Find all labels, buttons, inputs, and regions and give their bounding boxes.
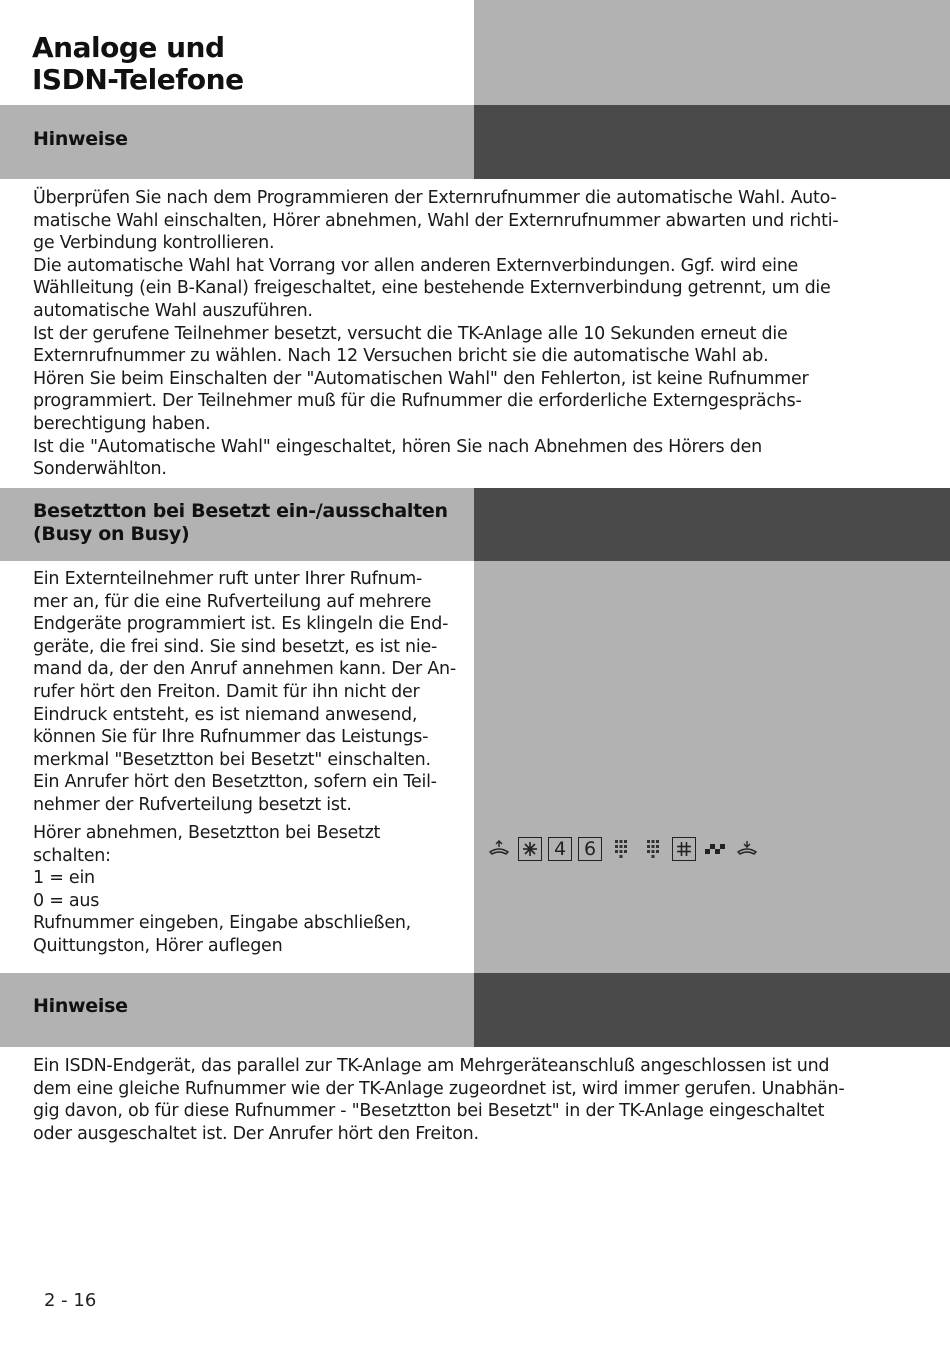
hash-key <box>672 837 696 861</box>
key-sequence <box>486 834 760 864</box>
body-line: nehmer der Rufverteilung besetzt ist. <box>33 794 352 815</box>
body-line: gig davon, ob für diese Rufnummer - "Besetztton bei Besetzt" in der TK-Anlage eingeschaltet <box>33 1101 825 1122</box>
page-title <box>32 32 452 96</box>
body-line: Endgeräte programmiert ist. Es klingeln die End- <box>33 614 449 635</box>
body-line: Ein ISDN-Endgerät, das parallel zur TK-Anlage am Mehrgeräteanschluß angeschlossen ist und <box>33 1056 830 1076</box>
section1-header-dark-panel <box>474 105 950 179</box>
step-line: Rufnummer eingeben, Eingabe abschließen, <box>33 913 411 934</box>
handset-hangup-icon <box>734 836 760 862</box>
body-line: dem eine gleiche Rufnummer wie der TK-Anlage zugeordnet ist, wird immer gerufen. Unabhän- <box>33 1078 845 1099</box>
body-line: Ein Anrufer hört den Besetztton, sofern ein Teil- <box>33 772 437 793</box>
body-line: Wählleitung (ein B-Kanal) freigeschaltet, eine bestehende Externverbindung getrennt, um die <box>33 278 831 299</box>
body-line: berechtigung haben. <box>33 413 211 434</box>
body-line: Sonderwählton. <box>33 459 167 480</box>
keypad-icon <box>608 836 634 862</box>
body-line: mand da, der den Anruf annehmen kann. Der An- <box>33 659 456 680</box>
body-line: merkmal "Besetztton bei Besetzt" einschalten. <box>33 749 431 770</box>
body-line: Ein Externteilnehmer ruft unter Ihrer Rufnum- <box>33 569 423 589</box>
section3-body <box>33 1055 844 1145</box>
digit-key-6: 6 <box>578 837 602 861</box>
section3-heading: Hinweise <box>33 995 128 1017</box>
section2-intro <box>33 568 456 817</box>
body-line: automatische Wahl auszuführen. <box>33 300 313 321</box>
digit-key-4: 4 <box>548 837 572 861</box>
step-line: Hörer abnehmen, Besetztton bei Besetzt <box>33 823 381 843</box>
confirm-tone-icon <box>702 836 728 862</box>
body-line: oder ausgeschaltet ist. Der Anrufer hört den Freiton. <box>33 1123 479 1144</box>
section2-heading-line2: (Busy on Busy) <box>33 523 190 545</box>
step-line: 1 = ein <box>33 868 95 889</box>
body-line: Externrufnummer zu wählen. Nach 12 Versuchen bricht sie die automatische Wahl ab. <box>33 346 769 367</box>
body-line: Eindruck entsteht, es ist niemand anwesend, <box>33 704 418 725</box>
body-line: ge Verbindung kontrollieren. <box>33 233 275 254</box>
body-line: Überprüfen Sie nach dem Programmieren der Externrufnummer die automatische Wahl. Auto- <box>33 188 837 208</box>
page-title-line2: ISDN-Telefone <box>32 63 244 96</box>
body-line: geräte, die frei sind. Sie sind besetzt, es ist nie- <box>33 636 438 657</box>
keypad-icon <box>640 836 666 862</box>
body-line: mer an, für die eine Rufverteilung auf mehrere <box>33 591 432 612</box>
section2-header-dark-panel <box>474 488 950 561</box>
section1-body <box>33 187 838 481</box>
body-line: programmiert. Der Teilnehmer muß für die Rufnummer die erforderliche Externgesprächs- <box>33 391 802 412</box>
page-number: 2 - 16 <box>44 1290 97 1311</box>
header-grey-panel <box>474 0 950 105</box>
section3-header-dark-panel <box>474 973 950 1047</box>
step-line: schalten: <box>33 845 111 866</box>
step-line: Quittungston, Hörer auflegen <box>33 935 283 956</box>
step-line: 0 = aus <box>33 890 100 911</box>
body-line: Hören Sie beim Einschalten der "Automatischen Wahl" den Fehlerton, ist keine Rufnummer <box>33 368 809 389</box>
handset-lift-icon <box>486 836 512 862</box>
section1-heading: Hinweise <box>33 128 128 150</box>
body-line: können Sie für Ihre Rufnummer das Leistungs- <box>33 727 429 748</box>
page-title-line1: Analoge und <box>32 31 225 64</box>
body-line: Die automatische Wahl hat Vorrang vor allen anderen Externverbindungen. Ggf. wird eine <box>33 255 799 276</box>
section2-steps <box>33 822 411 958</box>
star-key <box>518 837 542 861</box>
body-line: matische Wahl einschalten, Hörer abnehmen, Wahl der Externrufnummer abwarten und richti- <box>33 210 839 231</box>
body-line: Ist die "Automatische Wahl" eingeschaltet, hören Sie nach Abnehmen des Hörers den <box>33 436 762 457</box>
body-line: rufer hört den Freiton. Damit für ihn nicht der <box>33 681 420 702</box>
section2-heading-line1: Besetztton bei Besetzt ein-/ausschalten <box>33 500 448 522</box>
section2-side-panel <box>474 561 950 973</box>
body-line: Ist der gerufene Teilnehmer besetzt, versucht die TK-Anlage alle 10 Sekunden erneut die <box>33 323 788 344</box>
section2-heading <box>33 500 448 546</box>
